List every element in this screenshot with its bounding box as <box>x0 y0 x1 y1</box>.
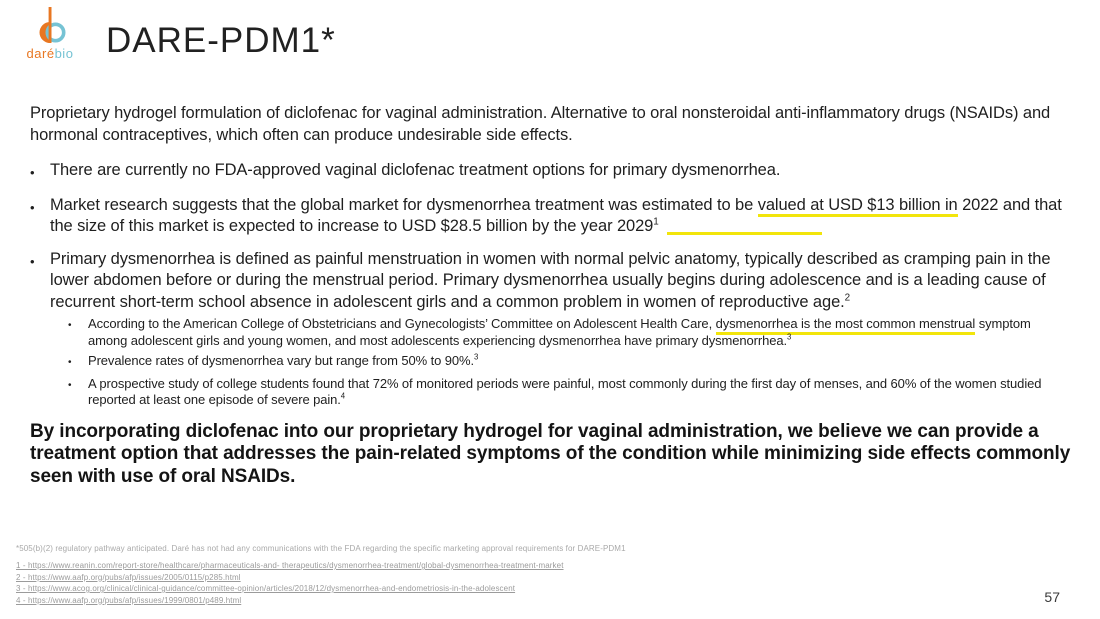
sub-bullet-list <box>68 316 1072 409</box>
bullet-icon: • <box>68 379 72 391</box>
slide-body <box>30 103 1072 488</box>
bullet-icon: • <box>30 165 35 180</box>
reference-link[interactable]: 2 - https://www.aafp.org/pubs/afp/issues/2005/0115/p285.html <box>16 572 241 582</box>
footnotes <box>16 544 960 607</box>
bullet-icon: • <box>68 320 72 331</box>
conclusion-paragraph: By incorporating diclofenac into our proprietary hydrogel for vaginal administration, we believe we can provide a treatment option that addresses the pain-related symptoms of the condition while minimizing side effects commonly seen with use of oral NSAIDs. <box>30 420 1071 487</box>
bullet-icon: • <box>68 357 72 368</box>
sub-bullet-item <box>68 316 1072 349</box>
sub-bullet-text: Prevalence rates of dysmenorrhea vary but range from 50% to 90%.$^3$ <box>88 352 479 368</box>
logo-word-orange: daré <box>26 46 55 61</box>
bullet-text: Market research suggests that the global market for dysmenorrhea treatment was estimated to be valued at USD $13 billion in 2022 and that the size of this market is expected to increase to USD $28.5 billion by the year 2029$^1$ <box>50 195 1062 235</box>
bullet-text: There are currently no FDA-approved vaginal diclofenac treatment options for primary dysmenorrhea. <box>50 161 781 179</box>
darebio-logo-wordmark <box>27 47 74 60</box>
sub-bullet-item <box>68 353 1072 372</box>
logo-word-blue: bio <box>54 46 74 61</box>
sub-bullet-text: A prospective study of college students found that 72% of monitored periods were painful, most commonly during the first day of menses, and 60% of the women studied reported at least one episode of severe pain.$^4$ <box>88 375 1042 407</box>
regulatory-footnote: *505(b)(2) regulatory pathway anticipated. Daré has not had any communications with the FDA regarding the specific marketing approval requirements for DARE-PDM1 <box>16 544 626 553</box>
bullet-icon: • <box>30 199 35 215</box>
header <box>16 6 336 60</box>
reference-link[interactable]: 1 - https://www.reanin.com/report-store/healthcare/pharmaceuticals-and- therapeutics/dysmenorrhea-treatment/global-dysmenorrhea-treatment-market <box>16 561 564 570</box>
bullet-item <box>30 195 1072 238</box>
sub-bullet-item <box>68 376 1072 409</box>
logo-stem <box>49 7 52 43</box>
reference-link[interactable]: 3 - https://www.acog.org/clinical/clinical-guidance/committee-opinion/articles/2018/12/dysmenorrhea-and-endometriosis-in-the-adolescent <box>16 584 516 593</box>
sub-bullet-text: According to the American College of Obstetricians and Gynecologists’ Committee on Adolescent Health Care, dysmenorrhea is the most common menstrual symptom among adolescent girls and young women, and most adolescents experiencing dysmenorrhea have primary dysmenorrhea.$^3$ <box>88 316 1031 348</box>
bullet-list <box>30 160 1072 409</box>
darebio-logo-icon <box>29 6 71 46</box>
darebio-logo <box>16 6 84 60</box>
bullet-icon: • <box>30 253 35 269</box>
bullet-item <box>30 160 1072 184</box>
bullet-text: Primary dysmenorrhea is defined as painful menstruation in women with normal pelvic anatomy, typically described as cramping pain in the lower abdomen before or during the menstrual period. Primary dysmenorrhea usually begins during adolescence and is a leading cause of recurrent short-term school absence in adolescent girls and a common problem in women of reproductive age.$^2$ <box>50 249 1051 311</box>
slide-title: DARE-PDM1* <box>106 21 336 60</box>
highlight-underline-extension <box>667 232 822 235</box>
bullet-item <box>30 249 1072 314</box>
intro-paragraph: Proprietary hydrogel formulation of diclofenac for vaginal administration. Alternative to oral nonsteroidal anti-inflammatory drugs (NSAIDs) and hormonal contraceptives, which often can produce undesirable side effects. <box>30 104 1051 144</box>
page-number: 57 <box>1044 589 1060 605</box>
reference-link[interactable]: 4 - https://www.aafp.org/pubs/afp/issues/1999/0801/p489.html <box>16 595 242 605</box>
reference-list <box>16 561 960 606</box>
